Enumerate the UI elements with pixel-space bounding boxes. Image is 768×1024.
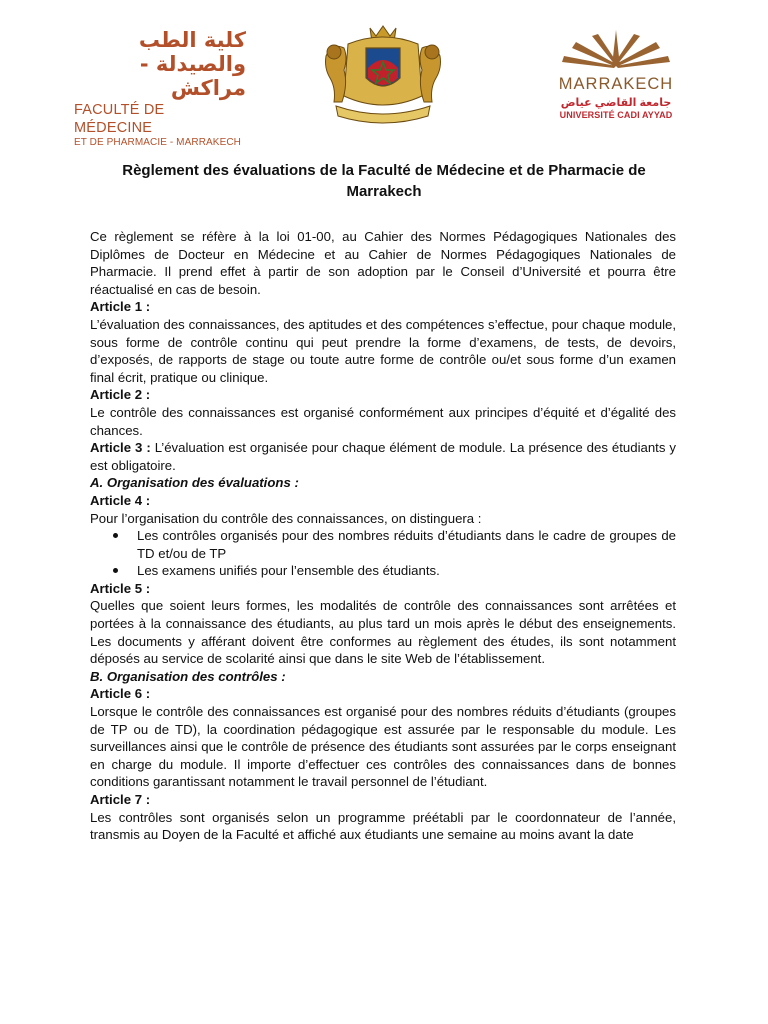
article-2-text: Le contrôle des connaissances est organisé conformément aux principes d’équité et d’égalité des chances. bbox=[90, 404, 676, 438]
article-1-heading: Article 1 : bbox=[90, 299, 151, 315]
faculty-arabic-line2: والصيدلة - مراكش bbox=[139, 52, 246, 100]
university-emblem-icon bbox=[556, 26, 676, 72]
article-6-heading: Article 6 : bbox=[90, 686, 151, 702]
faculty-french-line1: FACULTÉ DE MÉDECINE bbox=[74, 102, 165, 136]
article-4-list bbox=[90, 527, 676, 580]
list-item bbox=[137, 527, 676, 562]
section-b-heading: B. Organisation des contrôles : bbox=[90, 668, 286, 684]
article-5-heading: Article 5 : bbox=[90, 580, 151, 596]
article-3-paragraph bbox=[90, 439, 676, 474]
document-body bbox=[90, 228, 676, 844]
article-3-heading: Article 3 : bbox=[90, 440, 151, 456]
article-6-text: Lorsque le contrôle des connaissances est organisé pour des nombres réduits d’étudiants (groupes de TP ou de TD), la coordination pédagogique est assurée par le responsable du module. Les surveillances ainsi que le contrôle de présence des étudiants sont assurées par le corps enseignant en charge du module. Il importe d’effectuer ces contrôles des connaissances dans de bonnes conditions garantissant notamment le travail personnel de l’étudiant. bbox=[90, 704, 676, 790]
university-arabic-name: جامعة القاضي عياض bbox=[560, 97, 672, 109]
article-7-heading: Article 7 : bbox=[90, 792, 151, 807]
faculty-arabic-line1: كلية الطب bbox=[138, 28, 246, 52]
faculty-logo bbox=[74, 28, 246, 149]
university-logo bbox=[546, 26, 686, 121]
coat-of-arms-icon bbox=[318, 22, 448, 124]
article-7-text: Les contrôles sont organisés selon un programme préétabli par le coordonnateur de l’année, transmis au Doyen de la Faculté et affiché aux étudiants une semaine au moins avant la date bbox=[90, 809, 676, 843]
bullet-icon bbox=[113, 533, 118, 538]
article-1-text: L’évaluation des connaissances, des aptitudes et des compétences s’effectue, pour chaque module, sous forme de contrôle continu qui peut prendre la forme d’examens, de tests, de devoirs, d’exposés, de rapports de stage ou toute autre forme de contrôle ou/et sous forme d’un examen final écrit, pratique ou clinique. bbox=[90, 316, 676, 385]
article-4-text: Pour l’organisation du contrôle des connaissances, on distinguera : bbox=[90, 510, 482, 526]
list-item-text: Les examens unifiés pour l’ensemble des étudiants. bbox=[137, 563, 440, 579]
article-5-text: Quelles que soient leurs formes, les modalités de contrôle des connaissances sont arrêtées et portées à la connaissance des étudiants, au plus tard un mois après le début des enseignements. Les documents y afférant doivent être conformes au règlement des études, ils sont notamment déposés au service de scolarité ainsi que dans le site Web de l’établissement. bbox=[90, 598, 676, 667]
intro-paragraph: Ce règlement se réfère à la loi 01-00, au Cahier des Normes Pédagogiques Nationales des Diplômes de Docteur en Médecine et au Cahier de Normes Pédagogiques Nationales de Pharmacie. Il prend effet à partir de son adoption par le Conseil d’Université et pourra être réactualisé en cas de besoin. bbox=[90, 229, 676, 297]
list-item-text: Les contrôles organisés pour des nombres réduits d’étudiants dans le cadre de groupes de TD et/ou de TP bbox=[137, 528, 676, 561]
faculty-french-line2: ET DE PHARMACIE - MARRAKECH bbox=[74, 137, 241, 148]
bullet-icon bbox=[113, 568, 118, 573]
university-french-name: UNIVERSITÉ CADI AYYAD bbox=[559, 110, 673, 120]
list-item bbox=[137, 562, 676, 580]
university-city: MARRAKECH bbox=[558, 75, 674, 93]
article-4-heading: Article 4 : bbox=[90, 492, 151, 508]
section-a-heading: A. Organisation des évaluations : bbox=[90, 475, 299, 491]
header-logos bbox=[0, 22, 768, 148]
article-3-text: L’évaluation est organisée pour chaque élément de module. La présence des étudiants y est obligatoire. bbox=[90, 440, 676, 473]
article-2-heading: Article 2 : bbox=[90, 387, 151, 403]
document-title: Règlement des évaluations de la Faculté de Médecine et de Pharmacie de Marrakech bbox=[122, 162, 646, 200]
